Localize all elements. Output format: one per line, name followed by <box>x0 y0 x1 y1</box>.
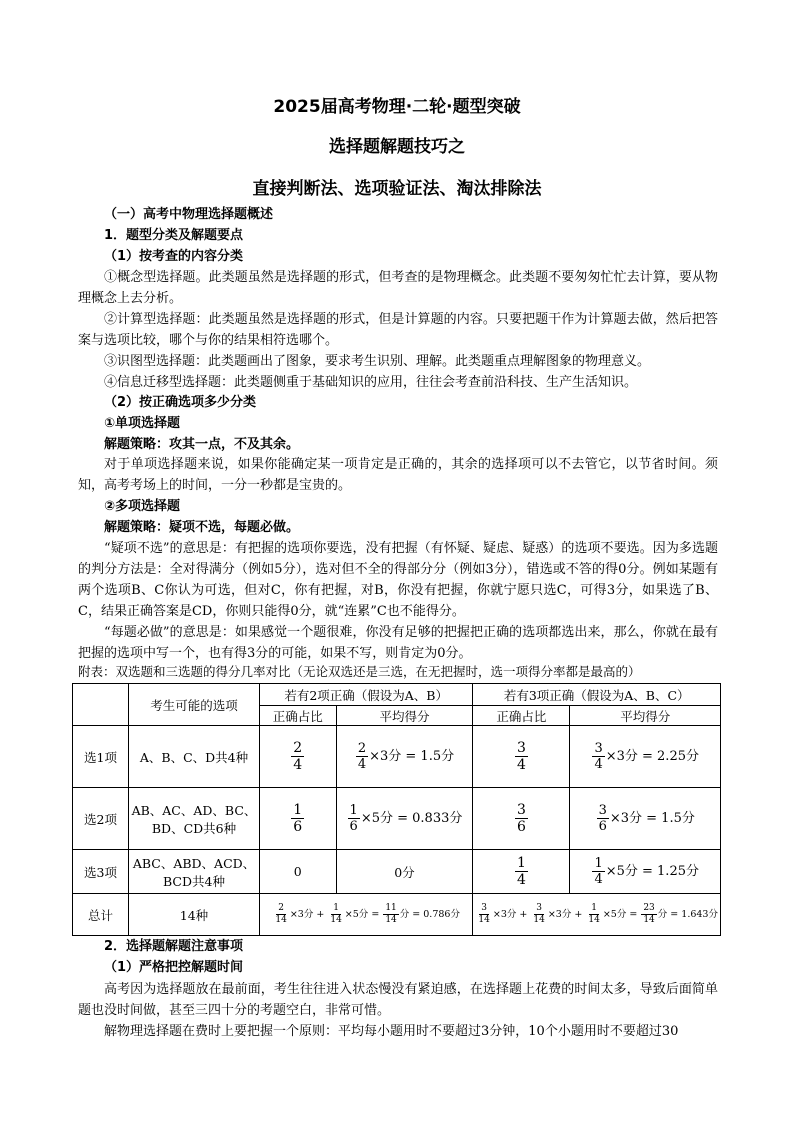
table-header: 平均得分 <box>336 706 473 726</box>
doc-subtitle: 选择题解题技巧之 <box>329 137 465 157</box>
paragraph: ②计算型选择题：此类题虽然是选择题的形式，但是计算题的内容。只要把题干作为计算题去做，然后把答案与选项比较，哪个与你的结果相符选哪个。 <box>78 312 718 348</box>
subsection-heading: 2．选择题解题注意事项 <box>104 939 244 954</box>
score-table <box>72 683 721 936</box>
subsection-heading: （2）按正确选项多少分类 <box>104 395 257 410</box>
row-label: 选2项 <box>73 788 129 850</box>
doc-title: 2025届高考物理·二轮·题型突破 <box>273 97 521 117</box>
subsection-heading: （1）按考查的内容分类 <box>104 249 244 264</box>
paragraph: 对于单项选择题来说，如果你能确定某一项肯定是正确的，其余的选择项可以不去管它，以节省时间。须知，高考考场上的时间，一分一秒都是宝贵的。 <box>78 457 718 493</box>
total-three-correct: $\frac{3}{14}$ ×3分 + $\frac{3}{14}$ ×3分 + $\frac{1}{14}$ ×5分 = $\frac{23}{14}$ 分 = 1.643分 <box>473 894 721 936</box>
ratio-cell: $\frac{1}{6}$ <box>259 788 336 850</box>
item-heading: ①单项选择题 <box>104 416 181 431</box>
item-heading: ②多项选择题 <box>104 499 181 514</box>
paragraph: 高考因为选择题放在最前面，考生往往进入状态慢没有紧迫感，在选择题上花费的时间太多，导致后面简单题也没时间做，甚至三四十分的考题空白，非常可惜。 <box>78 982 718 1018</box>
table-header: 若有2项正确（假设为A、B） <box>259 684 472 706</box>
paragraph: 解物理选择题在费时上要把握一个原则：平均每小题用时不要超过3分钟，10个小题用时不要超过30 <box>104 1024 679 1039</box>
row-label: 选1项 <box>73 726 129 788</box>
table-header: 平均得分 <box>570 706 721 726</box>
avg-score-cell: $\frac{1}{4}$ ×5分 = 1.25分 <box>570 850 721 894</box>
doc-subtitle-methods: 直接判断法、选项验证法、淘汰排除法 <box>252 179 542 199</box>
ratio-cell: $\frac{3}{6}$ <box>473 788 570 850</box>
paragraph: ④信息迁移型选择题：此类题侧重于基础知识的应用，往往会考查前沿科技、生产生活知识。 <box>104 375 638 390</box>
options-cell: A、B、C、D共4种 <box>129 726 260 788</box>
section-heading: （一）高考中物理选择题概述 <box>104 207 274 222</box>
subsection-heading: 1．题型分类及解题要点 <box>104 228 244 243</box>
avg-score-cell: $\frac{2}{4}$ ×3分 = 1.5分 <box>336 726 473 788</box>
paragraph-block <box>78 267 718 393</box>
paragraph: ③识图型选择题：此类题画出了图象，要求考生识别、理解。此类题重点理解图象的物理意义。 <box>104 354 651 369</box>
subsection-heading: （1）严格把控解题时间 <box>104 960 244 975</box>
paragraph: “疑项不选”的意思是：有把握的选项你要选，没有把握（有怀疑、疑虑、疑惑）的选项不要选。因为多选题的判分方法是：全对得满分（例如5分），选对但不全的得部分分（例如3分），错选或不答的得0分。例如某题有两个选项B、C你认为可选，但对C，你有把握，对B，你没有把握，你就宁愿只选C，可得3分，如果选了B、C，结果正确答案是CD，你则只能得0分，就“连累”C也不能得分。 <box>78 541 718 619</box>
paragraph-block <box>78 979 718 1042</box>
paragraph-block <box>78 454 718 496</box>
table-corner <box>73 684 129 726</box>
paragraph: “每题必做”的意思是：如果感觉一个题很难，你没有足够的把握把正确的选项都选出来，那么，你就在最有把握的选项中写一个，也有得3分的可能，如果不写，则肯定为0分。 <box>78 625 718 661</box>
table-row <box>73 850 721 894</box>
table-header: 正确占比 <box>259 706 336 726</box>
table-note: 附表：双选题和三选题的得分几率对比（无论双选还是三选，在无把握时，选一项得分率都是最高的） <box>78 664 641 679</box>
table-row <box>73 894 721 936</box>
options-cell: 14种 <box>129 894 260 936</box>
ratio-cell: $\frac{3}{4}$ <box>473 726 570 788</box>
row-label: 选3项 <box>73 850 129 894</box>
strategy-text: 解题策略：疑项不选，每题必做。 <box>104 520 300 535</box>
avg-score-cell: $\frac{1}{6}$ ×5分 = 0.833分 <box>336 788 473 850</box>
avg-score-cell: $\frac{3}{6}$ ×3分 = 1.5分 <box>570 788 721 850</box>
strategy-text: 解题策略：攻其一点，不及其余。 <box>104 437 300 452</box>
paragraph-block <box>78 538 718 664</box>
avg-score-cell: 0分 <box>336 850 473 894</box>
total-two-correct: $\frac{2}{14}$ ×3分 + $\frac{1}{14}$ ×5分 = $\frac{11}{14}$ 分 = 0.786分 <box>259 894 472 936</box>
avg-score-cell: $\frac{3}{4}$ ×3分 = 2.25分 <box>570 726 721 788</box>
table-row <box>73 726 721 788</box>
paragraph: ①概念型选择题。此类题虽然是选择题的形式，但考查的是物理概念。此类题不要匆匆忙忙去计算，要从物理概念上去分析。 <box>78 270 718 306</box>
table-row <box>73 788 721 850</box>
options-cell: ABC、ABD、ACD、BCD共4种 <box>129 850 260 894</box>
ratio-cell: $\frac{1}{4}$ <box>473 850 570 894</box>
ratio-cell: $\frac{2}{4}$ <box>259 726 336 788</box>
options-cell: AB、AC、AD、BC、BD、CD共6种 <box>129 788 260 850</box>
ratio-cell: 0 <box>259 850 336 894</box>
table-header: 考生可能的选项 <box>129 684 260 726</box>
row-label: 总计 <box>73 894 129 936</box>
table-header: 若有3项正确（假设为A、B、C） <box>473 684 721 706</box>
table-header: 正确占比 <box>473 706 570 726</box>
